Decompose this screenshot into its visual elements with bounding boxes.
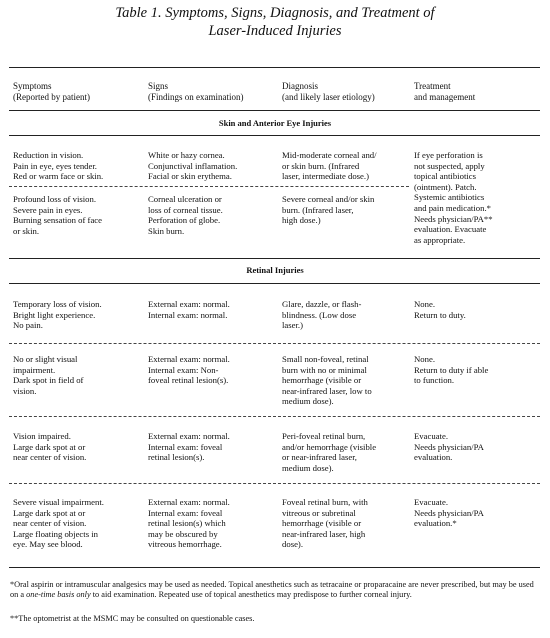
- cell-diagnosis: Severe corneal and/or skin burn. (Infrared laser, high dose.): [282, 194, 375, 226]
- header-sub: and management: [414, 92, 476, 102]
- cell-diagnosis: Glare, dazzle, or flash- blindness. (Low dose laser.): [282, 299, 362, 331]
- header-label: Diagnosis: [282, 81, 318, 91]
- cell-signs: External exam: normal. Internal exam: foveal retinal lesion(s).: [148, 431, 230, 463]
- cell-treatment: None. Return to duty.: [414, 299, 466, 320]
- cell-diagnosis: Small non-foveal, retinal burn with no or minimal hemorrhage (visible or near-infrared laser, low to medium dose).: [282, 354, 372, 407]
- cell-diagnosis: Mid-moderate corneal and/ or skin burn. (Infrared laser, intermediate dose.): [282, 150, 377, 182]
- header-label: Signs: [148, 81, 169, 91]
- cell-signs: External exam: normal. Internal exam: foveal retinal lesion(s) which may be obscured by vitreous hemorrhage.: [148, 497, 230, 550]
- footnote-text: *Oral aspirin or intramuscular analgesics may be used as needed. Topical anesthetics such as tetracaine or proparacaine are never prescribed, but may be used on a: [10, 580, 534, 600]
- cell-signs: External exam: normal. Internal exam: Non- foveal retinal lesion(s).: [148, 354, 230, 386]
- bottom-rule: [9, 567, 540, 568]
- header-sub: (Reported by patient): [13, 92, 90, 102]
- footnote-2: **The optometrist at the MSMC may be consulted on questionable cases.: [10, 614, 255, 623]
- cell-diagnosis: Foveal retinal burn, with vitreous or subretinal hemorrhage (visible or near-infrared laser, high dose).: [282, 497, 368, 550]
- header-diagnosis: [282, 81, 375, 103]
- footnote-1: [10, 580, 540, 601]
- cell-treatment: Evacuate. Needs physician/PA evaluation.*: [414, 497, 484, 529]
- row-divider: [9, 416, 540, 417]
- section-heading-skin: Skin and Anterior Eye Injuries: [218, 118, 332, 128]
- cell-diagnosis: Peri-foveal retinal burn, and/or hemorrhage (visible or near-infrared laser, medium dose).: [282, 431, 377, 473]
- footnote-text: to aid examination. Repeated use of topical anesthetics may predispose to further corneal injury.: [90, 590, 412, 600]
- cell-treatment: Evacuate. Needs physician/PA evaluation.: [414, 431, 484, 463]
- cell-signs: External exam: normal. Internal exam: normal.: [148, 299, 230, 320]
- cell-signs: White or hazy cornea. Conjunctival inflamation. Facial or skin erythema.: [148, 150, 238, 182]
- section-rule: [9, 258, 540, 259]
- header-label: Treatment: [414, 81, 451, 91]
- row-divider: [9, 343, 540, 344]
- cell-symptoms: Reduction in vision. Pain in eye, eyes tender. Red or warm face or skin.: [13, 150, 104, 182]
- cell-symptoms: No or slight visual impairment. Dark spot in field of vision.: [13, 354, 84, 396]
- header-rule: [9, 110, 540, 111]
- top-rule: [9, 67, 540, 68]
- title-line-1: Table 1. Symptoms, Signs, Diagnosis, and Treatment of: [115, 5, 435, 21]
- section-rule: [9, 135, 540, 136]
- cell-treatment: None. Return to duty if able to function.: [414, 354, 489, 386]
- section-heading-retinal: Retinal Injuries: [246, 265, 304, 275]
- header-sub: (and likely laser etiology): [282, 92, 375, 102]
- section-rule: [9, 283, 540, 284]
- header-sub: (Findings on examination): [148, 92, 244, 102]
- cell-symptoms: Profound loss of vision. Severe pain in eyes. Burning sensation of face or skin.: [13, 194, 103, 236]
- cell-signs: Corneal ulceration or loss of corneal tissue. Perforation of globe. Skin burn.: [148, 194, 223, 236]
- cell-symptoms: Temporary loss of vision. Bright light experience. No pain.: [13, 299, 102, 331]
- row-divider: [9, 483, 540, 484]
- footnote-emphasis: one-time basis only: [26, 590, 91, 600]
- table-title: [0, 4, 550, 40]
- cell-treatment: If eye perforation is not suspected, apply topical antibiotics (ointment). Patch. Systemic antibiotics and pain medication.* Needs physician/PA** evaluation. Evacuate as appropriate.: [414, 150, 493, 245]
- cell-symptoms: Severe visual impairment. Large dark spot at or near center of vision. Large floating objects in eye. May see blood.: [13, 497, 104, 550]
- cell-symptoms: Vision impaired. Large dark spot at or near center of vision.: [13, 431, 87, 463]
- header-signs: [148, 81, 244, 103]
- header-treatment: [414, 81, 475, 103]
- row-divider: [9, 186, 409, 187]
- title-line-2: Laser-Induced Injuries: [208, 23, 342, 39]
- header-label: Symptoms: [13, 81, 52, 91]
- header-symptoms: [13, 81, 90, 103]
